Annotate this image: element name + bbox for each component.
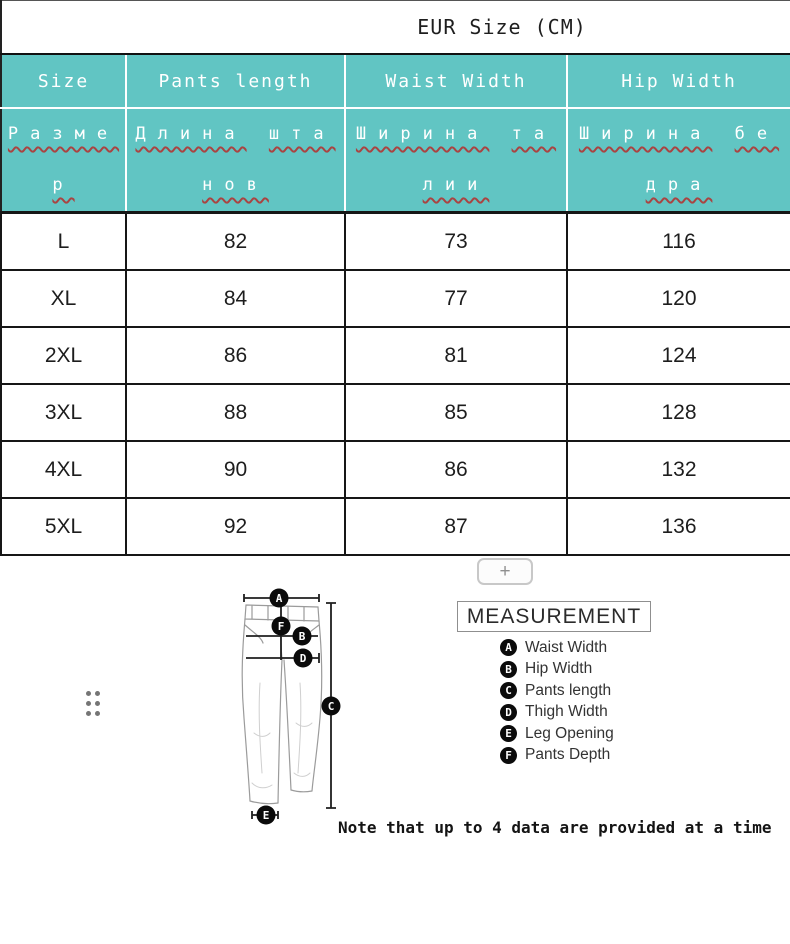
col-header-hip-width: Hip Width — [567, 54, 790, 108]
marker-a: A — [275, 592, 283, 605]
legend-label: Waist Width — [525, 638, 608, 656]
expand-button[interactable]: + — [477, 558, 533, 585]
legend-item-pants-length — [500, 680, 614, 702]
cell-size: 4XL — [1, 441, 126, 498]
marker-f: F — [277, 620, 285, 633]
cell-size: 5XL — [1, 498, 126, 555]
table-row — [1, 327, 790, 384]
badge-a-icon: A — [500, 639, 517, 656]
badge-f-icon: F — [500, 747, 517, 764]
cell-size: 3XL — [1, 384, 126, 441]
col-header-hip-width-ru: Ширина бедра — [567, 108, 790, 213]
marker-b: B — [298, 630, 306, 643]
cell-pants-length: 88 — [126, 384, 345, 441]
legend-label: Pants length — [525, 681, 612, 699]
table-row — [1, 270, 790, 327]
cell-waist-width: 73 — [345, 213, 567, 271]
cell-pants-length: 82 — [126, 213, 345, 271]
header-row-english — [1, 54, 790, 108]
cell-waist-width: 85 — [345, 384, 567, 441]
badge-c-icon: C — [500, 682, 517, 699]
cell-waist-width: 86 — [345, 441, 567, 498]
measurement-legend — [500, 637, 614, 766]
badge-b-icon: B — [500, 661, 517, 678]
col-header-size: Size — [1, 54, 126, 108]
cell-waist-width: 87 — [345, 498, 567, 555]
cell-size: XL — [1, 270, 126, 327]
cell-waist-width: 81 — [345, 327, 567, 384]
table-row — [1, 441, 790, 498]
legend-item-hip-width — [500, 659, 614, 681]
col-header-pants-length: Pants length — [126, 54, 345, 108]
legend-item-leg-opening — [500, 723, 614, 745]
col-header-waist-width-ru: Ширина талии — [345, 108, 567, 213]
legend-label: Hip Width — [525, 660, 593, 678]
measurement-section — [0, 556, 790, 944]
cell-pants-length: 90 — [126, 441, 345, 498]
cell-pants-length: 86 — [126, 327, 345, 384]
cell-hip-width: 120 — [567, 270, 790, 327]
marker-c: C — [327, 700, 335, 713]
badge-d-icon: D — [500, 704, 517, 721]
cell-hip-width: 132 — [567, 441, 790, 498]
col-header-size-ru: Размер — [1, 108, 126, 213]
cell-hip-width: 124 — [567, 327, 790, 384]
legend-label: Pants Depth — [525, 746, 611, 764]
badge-e-icon: E — [500, 725, 517, 742]
cell-hip-width: 128 — [567, 384, 790, 441]
cell-pants-length: 92 — [126, 498, 345, 555]
cell-pants-length: 84 — [126, 270, 345, 327]
legend-label: Leg Opening — [525, 724, 614, 742]
table-title: EUR Size (CM) — [1, 1, 790, 55]
note-text: Note that up to 4 data are provided at a time — [338, 818, 772, 837]
legend-item-thigh-width — [500, 702, 614, 724]
drag-handle-dots-icon[interactable] — [86, 691, 100, 716]
cell-hip-width: 136 — [567, 498, 790, 555]
col-header-waist-width: Waist Width — [345, 54, 567, 108]
table-row — [1, 384, 790, 441]
cell-hip-width: 116 — [567, 213, 790, 271]
legend-label: Thigh Width — [525, 703, 608, 721]
pants-diagram — [230, 583, 350, 833]
table-row — [1, 498, 790, 555]
cell-size: L — [1, 213, 126, 271]
legend-item-waist-width — [500, 637, 614, 659]
measurement-title: MEASUREMENT — [457, 601, 651, 632]
marker-e: E — [262, 809, 270, 822]
table-title-row — [1, 1, 790, 55]
col-header-pants-length-ru: Длина штанов — [126, 108, 345, 213]
cell-size: 2XL — [1, 327, 126, 384]
header-row-russian — [1, 108, 790, 213]
cell-waist-width: 77 — [345, 270, 567, 327]
legend-item-pants-depth — [500, 745, 614, 767]
marker-d: D — [299, 652, 307, 665]
table-row — [1, 213, 790, 271]
